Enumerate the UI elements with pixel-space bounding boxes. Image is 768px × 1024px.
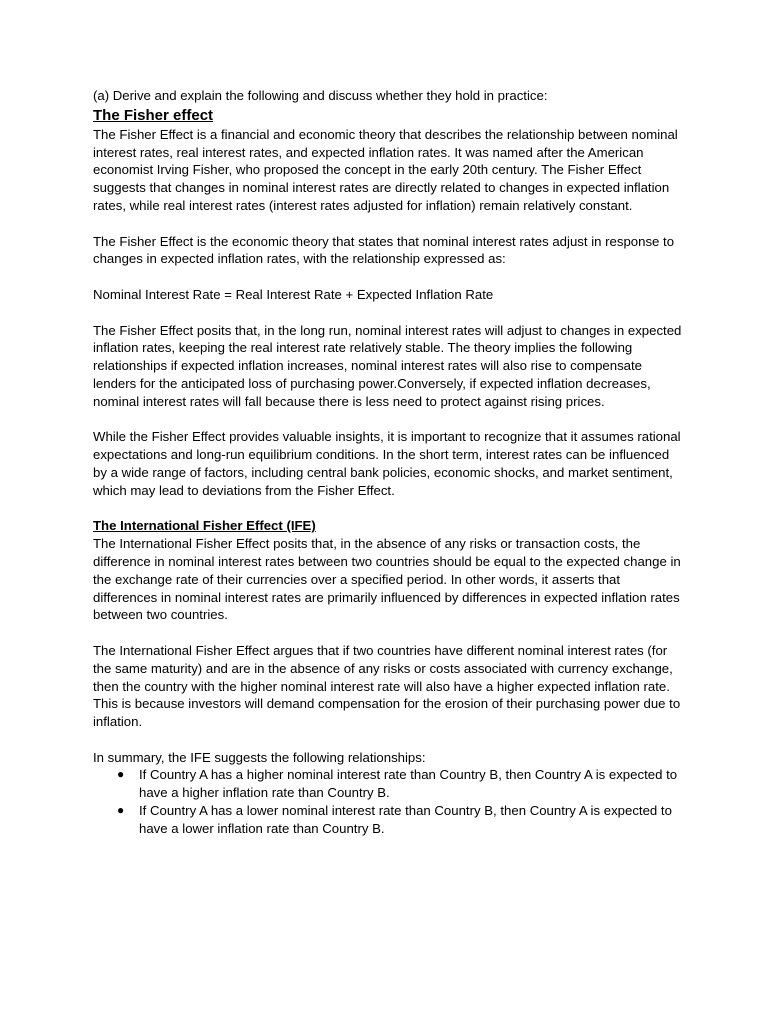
spacer [93,304,683,322]
spacer [93,215,683,233]
ife-bullet-list [93,766,683,837]
fisher-paragraph-1: The Fisher Effect is a financial and economic theory that describes the relationship between nominal interest rates, real interest rates, and expected inflation rates. It was named after the American economist Irving Fisher, who proposed the concept in the early 20th century. The Fisher Effect suggests that changes in nominal interest rates are directly related to changes in expected inflation rates, while real interest rates (interest rates adjusted for inflation) remain relatively constant. [93,126,678,213]
ife-summary-line: In summary, the IFE suggests the following relationships: [93,749,426,765]
ife-paragraph-2: The International Fisher Effect argues that if two countries have different nominal interest rates (for the same maturity) and are in the absence of any risks or costs associated with currency exchange, then the country with the higher nominal interest rate will also have a higher expected inflation rate. This is because investors will demand compensation for the erosion of their purchasing power due to inflation. [93,642,681,730]
spacer [93,411,683,429]
document-body [93,87,683,838]
spacer [93,624,683,642]
fisher-paragraph-4: While the Fisher Effect provides valuable insights, it is important to recognize that it assumes rational expectations and long-run equilibrium conditions. In the short term, interest rates can be influenced by a wide range of factors, including central bank policies, economic shocks, and market sentiment, which may lead to deviations from the Fisher Effect. [93,429,681,498]
spacer [93,500,683,518]
fisher-paragraph-2: The Fisher Effect is the economic theory that states that nominal interest rates adjust in response to changes in expected inflation rates, with the relationship expressed as: [93,233,675,267]
bullet-icon: ● [117,803,125,818]
fisher-paragraph-3: The Fisher Effect posits that, in the long run, nominal interest rates will adjust to changes in expected inflation rates, keeping the real interest rate relatively stable. The theory implies the following relationships if expected inflation increases, nominal interest rates will also rise to compensate lenders for the anticipated loss of purchasing power.Conversely, if expected inflation decreases, nominal interest rates will fall because there is less need to protect against rising prices. [93,322,682,409]
intro-line: (a) Derive and explain the following and discuss whether they hold in practice: [93,88,548,103]
bullet-icon: ● [117,767,125,782]
list-item [93,766,683,802]
spacer [93,731,683,749]
ife-paragraph-1: The International Fisher Effect posits that, in the absence of any risks or transaction costs, the difference in nominal interest rates between two countries should be equal to the expected change in the exchange rate of their currencies over a specified period. In other words, it asserts that differences in nominal interest rates are primarily influenced by differences in expected inflation rates between two countries. [93,536,681,623]
fisher-formula: Nominal Interest Rate = Real Interest Rate + Expected Inflation Rate [93,286,494,302]
list-item [93,802,683,838]
fisher-effect-heading: The Fisher effect [93,106,214,124]
spacer [93,268,683,286]
ife-heading: The International Fisher Effect (IFE) [93,518,316,534]
bullet-text: If Country A has a lower nominal interest rate than Country B, then Country A is expected to have a lower inflation rate than Country B. [139,803,672,836]
bullet-text: If Country A has a higher nominal interest rate than Country B, then Country A is expected to have a higher inflation rate than Country B. [139,767,678,801]
